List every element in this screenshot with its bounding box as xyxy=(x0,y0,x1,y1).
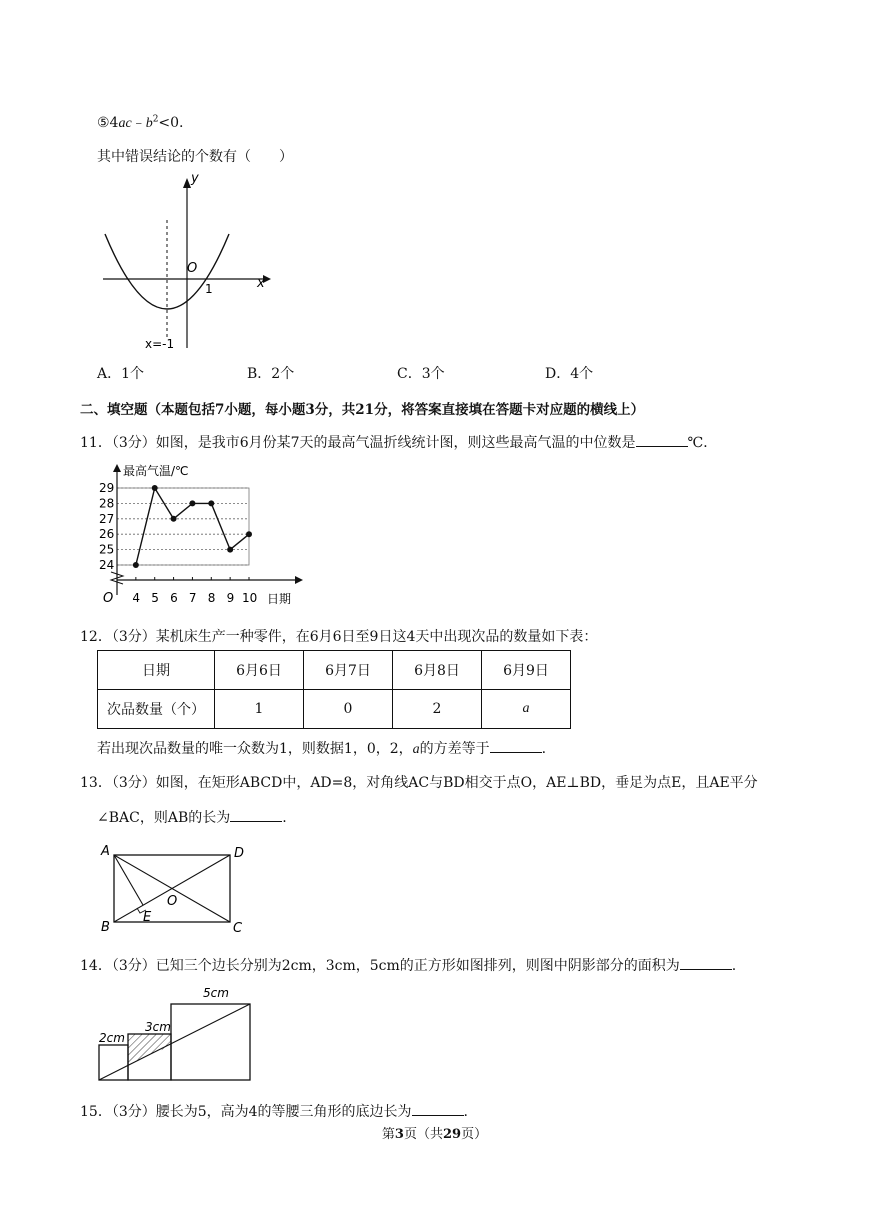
q10-question: 其中错误结论的个数有（ ） xyxy=(97,149,293,165)
chart-series-line xyxy=(136,488,249,565)
table-cell: 2 xyxy=(393,690,482,729)
axis-label: x=-1 xyxy=(145,337,175,351)
chart-x-tick-label: 4 xyxy=(132,591,140,605)
segment-ae xyxy=(114,855,143,905)
chart-y-arrow xyxy=(113,464,121,472)
table-cell: 1 xyxy=(215,690,304,729)
square-2cm xyxy=(99,1045,128,1080)
chart-y-title: 最高气温/℃ xyxy=(123,464,189,478)
section2-title: 二、填空题（本题包括7小题，每小题3分，共21分，将答案直接填在答题卡对应题的横线上） xyxy=(80,402,645,418)
chart-point xyxy=(227,547,233,553)
table-row xyxy=(98,690,571,729)
table-header-cell: 6月6日 xyxy=(215,651,304,690)
label-2cm: 2cm xyxy=(99,1031,125,1045)
q13-answer-blank[interactable] xyxy=(230,807,282,822)
q11-answer-blank[interactable] xyxy=(636,432,688,447)
q12-answer-blank[interactable] xyxy=(490,738,542,753)
q10-item5: $⑤4ac﹣b^2<0$. xyxy=(97,114,184,131)
chart-point xyxy=(189,500,195,506)
q11-temperature-chart xyxy=(97,460,307,610)
origin-label: O xyxy=(187,261,198,276)
chart-y-tick-label: 25 xyxy=(99,542,115,557)
label-e: E xyxy=(143,910,152,925)
label-c: C xyxy=(233,921,243,935)
chart-point xyxy=(171,516,177,522)
chart-x-tick-label: 10 xyxy=(242,591,258,605)
q15-answer-blank[interactable] xyxy=(412,1101,464,1116)
q14-answer-blank[interactable] xyxy=(680,955,732,970)
q15-text: 15．（3分）腰长为5，高为4的等腰三角形的底边长为 . xyxy=(80,1101,468,1121)
q13-line2: ∠BAC，则AB的长为 . xyxy=(97,807,287,827)
chart-y-tick-label: 27 xyxy=(99,511,115,526)
chart-x-arrow xyxy=(295,576,303,584)
q14-squares-figure xyxy=(95,982,260,1086)
q10-parabola-figure xyxy=(95,172,275,352)
defects-table xyxy=(97,650,571,729)
table-cell: a xyxy=(482,690,571,729)
chart-x-tick-label: 7 xyxy=(188,591,197,605)
table-header-cell: 6月8日 xyxy=(393,651,482,690)
chart-point xyxy=(246,531,252,537)
option-a: A．1个 xyxy=(97,366,145,382)
table-header-cell: 日期 xyxy=(98,651,215,690)
chart-grid-frame xyxy=(117,488,249,565)
option-b: B．2个 xyxy=(247,366,295,382)
page-footer: 第3页（共29页） xyxy=(381,1127,488,1142)
q12-text: 12．（3分）某机床生产一种零件，在6月6日至9日这4天中出现次品的数量如下表： xyxy=(80,629,598,645)
axis-break xyxy=(111,572,123,584)
chart-y-tick-label: 28 xyxy=(99,496,115,511)
chart-origin: O xyxy=(103,591,114,606)
table-header-cell: 6月9日 xyxy=(482,651,571,690)
label-b: B xyxy=(101,920,110,935)
q12-after: 若出现次品数量的唯一众数为1，则数据1，0，2，a的方差等于 . xyxy=(97,738,546,758)
label-3cm: 3cm xyxy=(145,1020,171,1034)
table-header-cell: 6月7日 xyxy=(304,651,393,690)
y-label: y xyxy=(191,172,199,186)
chart-x-tick-label: 8 xyxy=(207,591,216,605)
shaded-region xyxy=(128,1034,171,1064)
label-d: D xyxy=(234,846,245,861)
y-axis-arrow xyxy=(183,178,191,188)
chart-x-title: 日期 xyxy=(267,592,292,606)
chart-y-tick-label: 26 xyxy=(99,527,115,542)
chart-point xyxy=(152,485,158,491)
table-header-row xyxy=(98,651,571,690)
option-c: C．3个 xyxy=(397,366,445,382)
chart-point xyxy=(208,500,214,506)
q11-text: 11．（3分）如图，是我市6月份某7天的最高气温折线统计图，则这些最高气温的中位数是 ℃． xyxy=(80,432,717,452)
chart-point xyxy=(133,562,139,568)
one-label: 1 xyxy=(205,282,213,296)
label-5cm: 5cm xyxy=(203,986,229,1000)
table-row-label: 次品数量（个） xyxy=(98,690,215,729)
chart-y-tick-label: 29 xyxy=(99,481,115,495)
q13-line1: 13．（3分）如图，在矩形ABCD中，AD=8，对角线AC与BD相交于点O，AE⊥BD，垂足为点E，且AE平分 xyxy=(80,775,758,791)
q13-rectangle-figure xyxy=(97,843,257,935)
chart-x-tick-label: 9 xyxy=(226,591,235,605)
chart-x-tick-label: 6 xyxy=(170,591,178,605)
chart-y-tick-label: 24 xyxy=(99,558,115,572)
table-cell: 0 xyxy=(304,690,393,729)
label-a: A xyxy=(101,844,110,859)
chart-x-tick-label: 5 xyxy=(151,591,159,605)
q14-text: 14．（3分）已知三个边长分别为2cm，3cm，5cm的正方形如图排列，则图中阴影部分的面积为 . xyxy=(80,955,736,975)
x-label: x xyxy=(257,276,265,291)
option-d: D．4个 xyxy=(545,366,594,382)
square-5cm xyxy=(171,1004,250,1080)
label-o: O xyxy=(167,894,178,909)
